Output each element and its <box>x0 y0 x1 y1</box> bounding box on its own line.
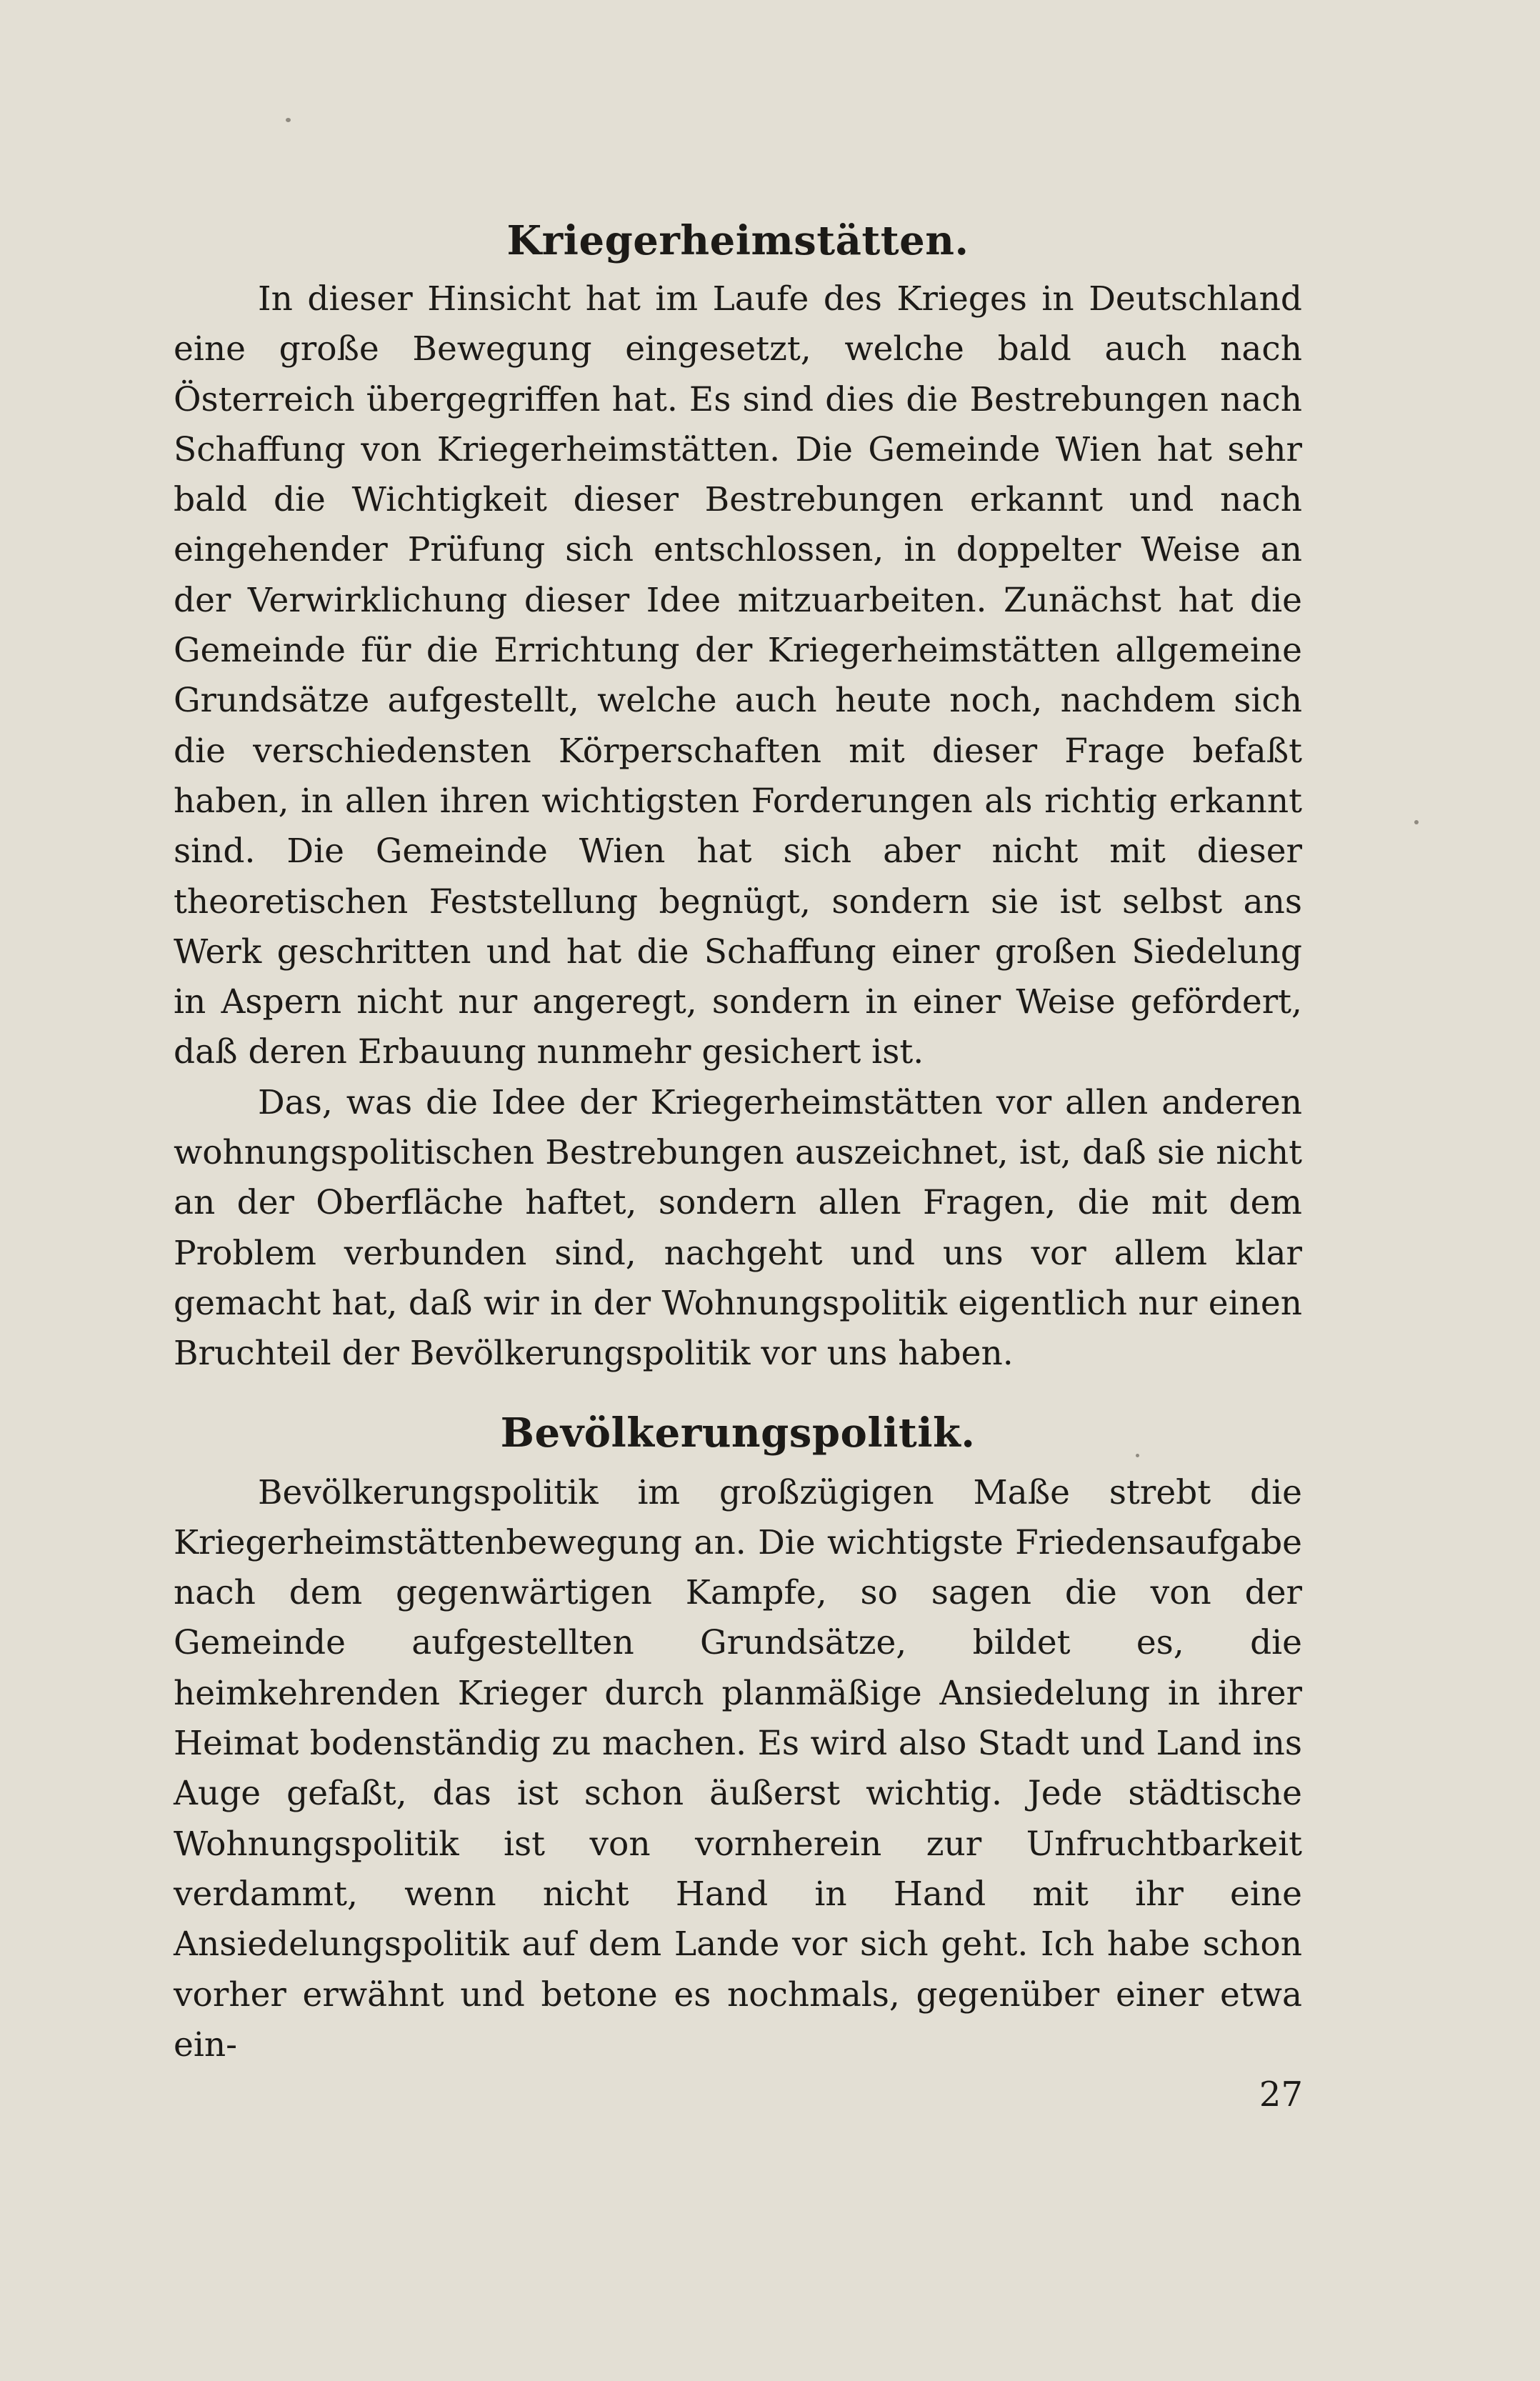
page-number: 27 <box>1259 2075 1303 2115</box>
text-block <box>174 214 1302 2070</box>
paragraph <box>174 1078 1302 1379</box>
paper-speck <box>286 118 291 122</box>
section-heading-kriegerheimstaetten: Kriegerheimstätten. <box>506 217 969 264</box>
section-heading-bevoelkerungspolitik: Bevölkerungspolitik. <box>500 1409 976 1457</box>
paragraph <box>174 1468 1302 2071</box>
paragraph-text: Bevölkerungspolitik im großzügigen Maße strebt die Kriegerheimstättenbewegung an. Die wichtigste Friedensaufgabe nach dem gegenwärtigen Kampfe, so sagen die von der Gemeinde aufgestellten Grundsätze, bildet es, die heimkehrenden Krieger durch planmäßige Ansiedelung in ihrer Heimat bodenständig zu machen. Es wird also Stadt und Land ins Auge gefaßt, das ist schon äußerst wichtig. Jede städtische Wohnungspolitik ist von vornherein zur Unfruchtbarkeit verdammt, wenn nicht Hand in Hand mit ihr eine Ansiedelungspolitik auf dem Lande vor sich geht. Ich habe schon vorher erwähnt und betone es nochmals, gegenüber einer etwa ein- <box>174 1472 1302 2065</box>
paragraph <box>174 274 1302 1078</box>
paper-speck <box>1414 820 1419 824</box>
paragraph-text: Das, was die Idee der Kriegerheimstätten vor allen anderen wohnungspolitischen Bestrebungen auszeichnet, ist, daß sie nicht an der Oberfläche haftet, sondern allen Fragen, die mit dem Problem verbunden sind, nachgeht und uns vor allem klar gemacht hat, daß wir in der Wohnungspolitik eigentlich nur einen Bruchteil der Bevölkerungspolitik vor uns haben. <box>174 1082 1302 1374</box>
paper-speck <box>1136 1454 1139 1457</box>
paragraph-text: In dieser Hinsicht hat im Laufe des Krieges in Deutschland eine große Bewegung eingesetzt, welche bald auch nach Österreich übergegriffen hat. Es sind dies die Bestrebungen nach Schaffung von Kriegerheimstätten. Die Gemeinde Wien hat sehr bald die Wichtigkeit dieser Bestrebungen erkannt und nach eingehender Prüfung sich entschlossen, in doppelter Weise an der Verwirklichung dieser Idee mitzuarbeiten. Zunächst hat die Gemeinde für die Errichtung der Kriegerheimstätten allgemeine Grundsätze aufgestellt, welche auch heute noch, nachdem sich die verschiedensten Körperschaften mit dieser Frage befaßt haben, in allen ihren wichtigsten Forderungen als richtig erkannt sind. Die Gemeinde Wien hat sich aber nicht mit dieser theoretischen Feststellung begnügt, sondern sie ist selbst ans Werk geschritten und hat die Schaffung einer großen Siedelung in Aspern nicht nur angeregt, sondern in einer Weise gefördert, daß deren Erbauung nunmehr gesichert ist. <box>174 279 1302 1072</box>
